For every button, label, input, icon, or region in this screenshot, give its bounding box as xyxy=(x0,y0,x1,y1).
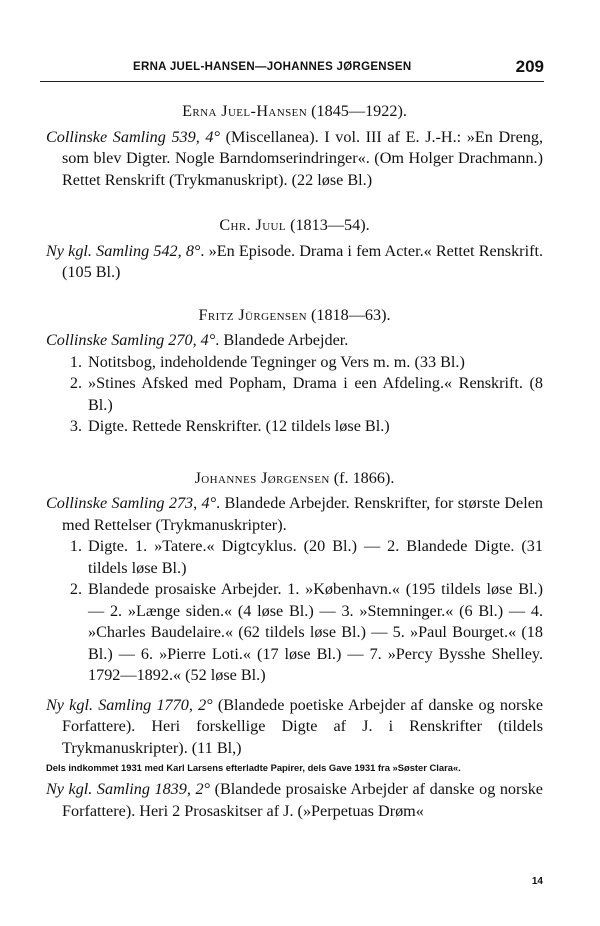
running-title: ERNA JUEL-HANSEN—JOHANNES JØRGENSEN xyxy=(133,61,412,73)
catalog-entry xyxy=(46,695,543,760)
collection-ref: Collinske Samling 273, 4° xyxy=(46,494,217,512)
section-heading xyxy=(46,305,543,327)
catalog-entry xyxy=(46,493,543,536)
page-body xyxy=(46,100,543,822)
item-text: Digte. Rettede Renskrifter. (12 tildels løse Bl.) xyxy=(88,417,390,435)
item-text: »Stines Afsked med Popham, Drama i een Afdeling.« Renskrift. (8 Bl.) xyxy=(88,374,543,414)
collection-ref: Ny kgl. Samling 1839, 2° xyxy=(46,780,211,798)
author-dates: (1845—1922). xyxy=(307,102,407,120)
author-dates: (1813—54). xyxy=(286,216,370,234)
collection-ref: Collinske Samling 539, 4° xyxy=(46,127,220,146)
entry-text: (Blandede prosaiske Arbejder af danske og norske Forfattere). Heri 2 Prosaskitser af J. (»Perpetuas Drøm« xyxy=(62,780,543,820)
entry-text: (Blandede poetiske Arbejder af danske og norske Forfattere). Heri forskellige Digte af J. i Renskrifter (tildels Trykmanuskripter). (11 Bl,) xyxy=(62,695,544,757)
section-heading xyxy=(46,215,543,237)
header-rule xyxy=(40,81,544,82)
item-text: Digte. 1. »Tatere.« Digtcyklus. (20 Bl.) — 2. Blandede Digte. (31 tildels løse Bl.) xyxy=(88,537,543,577)
entry-text: (Miscellanea). I vol. III af E. J.-H.: »En Dreng, som blev Digter. Nogle Barndomserindringer«. (Om Holger Drachmann.) Rettet Renskrift (Trykmanuskript). (22 løse Bl.) xyxy=(62,127,543,189)
author-dates: (f. 1866). xyxy=(329,468,395,487)
catalog-entry xyxy=(46,779,543,822)
section-heading xyxy=(46,468,543,490)
collection-ref: Collinske Samling 270, 4° xyxy=(46,331,216,349)
signature-mark: 14 xyxy=(531,876,543,887)
item-number: 1. xyxy=(69,352,82,371)
author-name: Chr. Juul xyxy=(219,216,287,234)
catalog-entry xyxy=(46,330,543,352)
collection-ref: Ny kgl. Samling 542, 8° xyxy=(46,241,201,260)
list-item xyxy=(46,352,543,374)
author-name: Fritz Jürgensen xyxy=(198,305,307,324)
item-number: 1. xyxy=(69,537,82,555)
item-number: 2. xyxy=(69,374,82,392)
item-number: 2. xyxy=(69,580,82,598)
provenance-note: Dels indkommet 1931 med Karl Larsens efterladte Papirer, dels Gave 1931 fra »Søster Clara«. xyxy=(46,762,461,773)
author-dates: (1818—63). xyxy=(306,305,391,324)
section-heading xyxy=(46,101,543,123)
page-number: 209 xyxy=(515,57,544,76)
page-header xyxy=(45,57,544,80)
catalog-entry xyxy=(46,127,543,192)
catalog-entry xyxy=(46,241,543,284)
entry-text: . Blandede Arbejder. xyxy=(215,331,349,349)
item-text: Notitsbog, indeholdende Tegninger og Vers m. m. (33 Bl.) xyxy=(88,352,465,371)
list-item xyxy=(46,536,543,579)
item-text: Blandede prosaiske Arbejder. 1. »København.« (195 tildels løse Bl.) — 2. »Længe siden.« (4 løse Bl.) — 3. »Stemninger.« (6 Bl.) — 4. »Charles Baudelaire.« (62 tildels løse Bl.) — 5. »Paul Bourget.« (18 Bl.) — 6. »Pierre Loti.« (17 løse Bl.) — 7. »Percy Bysshe Shelley. 1792—1892.« (52 løse Bl.) xyxy=(88,580,543,684)
list-item xyxy=(46,416,543,438)
entry-text: . Blandede Arbejder. Renskrifter, for største Delen med Rettelser (Trykmanuskripter). xyxy=(62,494,543,534)
author-name: Erna Juel-Hansen xyxy=(182,102,308,120)
item-number: 3. xyxy=(69,417,82,435)
list-item xyxy=(46,579,543,687)
list-item xyxy=(46,373,543,416)
author-name: Johannes Jørgensen xyxy=(194,468,330,487)
collection-ref: Ny kgl. Samling 1770, 2° xyxy=(46,695,213,714)
entry-text: . »En Episode. Drama i fem Acter.« Rettet Renskrift. (105 Bl.) xyxy=(62,241,544,281)
